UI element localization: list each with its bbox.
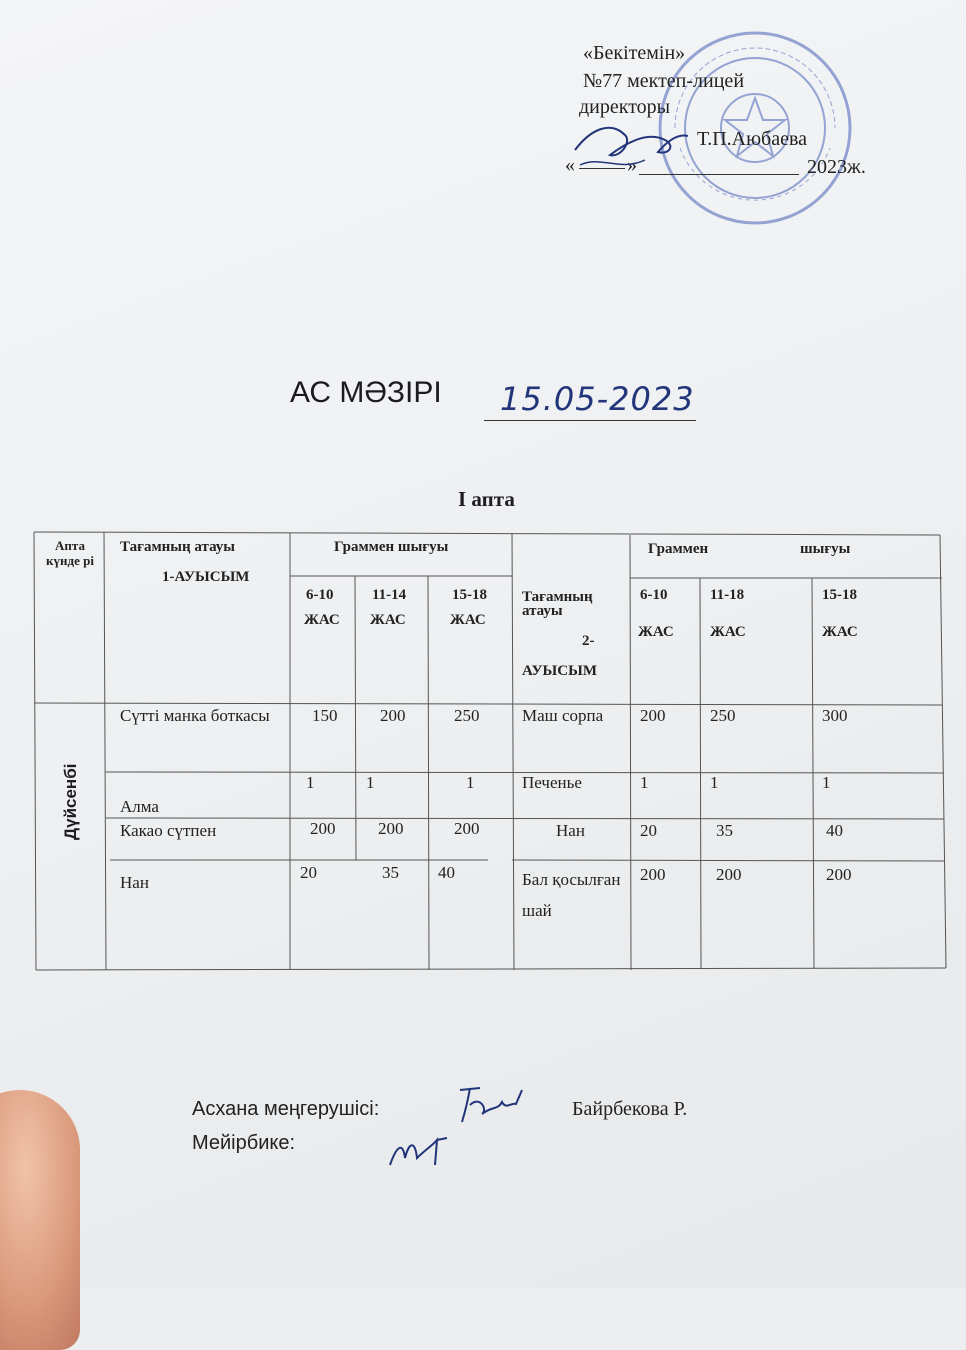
row1-g1-b: 200: [380, 706, 406, 725]
row4-dish2: Бал қосылған шай: [522, 870, 621, 920]
approval-position: директоры: [579, 96, 671, 118]
age2-col2-range: 11-18: [710, 587, 745, 603]
row1-g2-a: 200: [640, 706, 666, 725]
row1-g1-c: 250: [454, 706, 480, 725]
day-monday-label: Дүйсенбі: [61, 763, 80, 840]
row1-g1-a: 150: [312, 706, 338, 725]
age2-col3-range: 15-18: [822, 587, 857, 603]
header-dish1-shift: 1-АУЫСЫМ: [162, 569, 250, 585]
approval-director-name: Т.П.Аюбаева: [697, 128, 808, 150]
row2-g1-b: 1: [366, 773, 375, 792]
row3-g1-c: 200: [454, 819, 480, 838]
header-dish2-line1: Тағамның: [522, 589, 593, 605]
nurse-signature: [385, 1130, 455, 1175]
approval-date-open: «: [565, 154, 575, 176]
header-dish2-line3: 2-: [582, 633, 595, 649]
header-day-column: Апта күнде рі: [46, 538, 94, 568]
row2-dish2: Печенье: [522, 773, 582, 792]
age2-col1-range: 6-10: [640, 587, 668, 603]
row3-dish1: Какао сүтпен: [120, 821, 217, 840]
footer-nurse-label: Мейірбике:: [192, 1132, 296, 1154]
age-col2-range: 11-14: [372, 587, 407, 603]
row4-g1-c: 40: [438, 863, 455, 882]
header-yield2-b: шығуы: [800, 541, 851, 557]
row2-dish1: Алма: [120, 797, 159, 816]
row4-g2-c: 200: [826, 865, 852, 884]
row3-g2-c: 40: [826, 821, 843, 840]
approval-date-close: »: [627, 154, 637, 176]
row3-g2-b: 35: [716, 821, 733, 840]
header-yield1: Граммен шығуы: [334, 539, 449, 555]
age-col1-unit: ЖАС: [304, 612, 340, 628]
page-title: АС МӘЗІРІ: [290, 376, 442, 409]
row2-g1-a: 1: [306, 773, 315, 792]
age2-col3-unit: ЖАС: [822, 624, 858, 640]
row2-g2-c: 1: [822, 773, 831, 792]
approval-year: 2023ж.: [807, 156, 866, 178]
row1-dish2: Маш сорпа: [522, 706, 604, 725]
approval-title: «Бекітемін»: [583, 42, 686, 64]
row4-g2-b: 200: [716, 865, 742, 884]
row4-dish1: Нан: [120, 873, 149, 892]
row1-g2-c: 300: [822, 706, 848, 725]
row4-g2-a: 200: [640, 865, 666, 884]
age-col3-range: 15-18: [452, 587, 487, 603]
row3-dish2: Нан: [556, 821, 585, 840]
row3-g1-b: 200: [378, 819, 404, 838]
header-dish2-line4: АУЫСЫМ: [522, 663, 597, 679]
row1-g2-b: 250: [710, 706, 736, 725]
header-dish2-line2: атауы: [522, 603, 563, 619]
row3-g2-a: 20: [640, 821, 657, 840]
row2-g2-a: 1: [640, 773, 649, 792]
week-label: І апта: [458, 487, 515, 511]
row3-g1-a: 200: [310, 819, 336, 838]
age-col1-range: 6-10: [306, 587, 334, 603]
header-dish1-name: Тағамның атауы: [120, 539, 236, 555]
head-signature: [450, 1080, 530, 1130]
footer-head-label: Асхана меңгерушісі:: [192, 1098, 380, 1120]
footer-head-name: Байрбекова Р.: [572, 1098, 688, 1120]
age-col2-unit: ЖАС: [370, 612, 406, 628]
age2-col2-unit: ЖАС: [710, 624, 746, 640]
handwritten-date: 15.05-2023: [500, 380, 695, 418]
row2-g2-b: 1: [710, 773, 719, 792]
row1-dish1: Сүтті манка боткасы: [120, 706, 270, 725]
age2-col1-unit: ЖАС: [638, 624, 674, 640]
row4-g1-a: 20: [300, 863, 317, 882]
approval-school: №77 мектеп-лицей: [583, 70, 745, 92]
row2-g1-c: 1: [466, 773, 475, 792]
row4-g1-b: 35: [382, 863, 399, 882]
photographer-finger: [0, 1090, 80, 1350]
age-col3-unit: ЖАС: [450, 612, 486, 628]
header-yield2-a: Граммен: [648, 541, 709, 557]
